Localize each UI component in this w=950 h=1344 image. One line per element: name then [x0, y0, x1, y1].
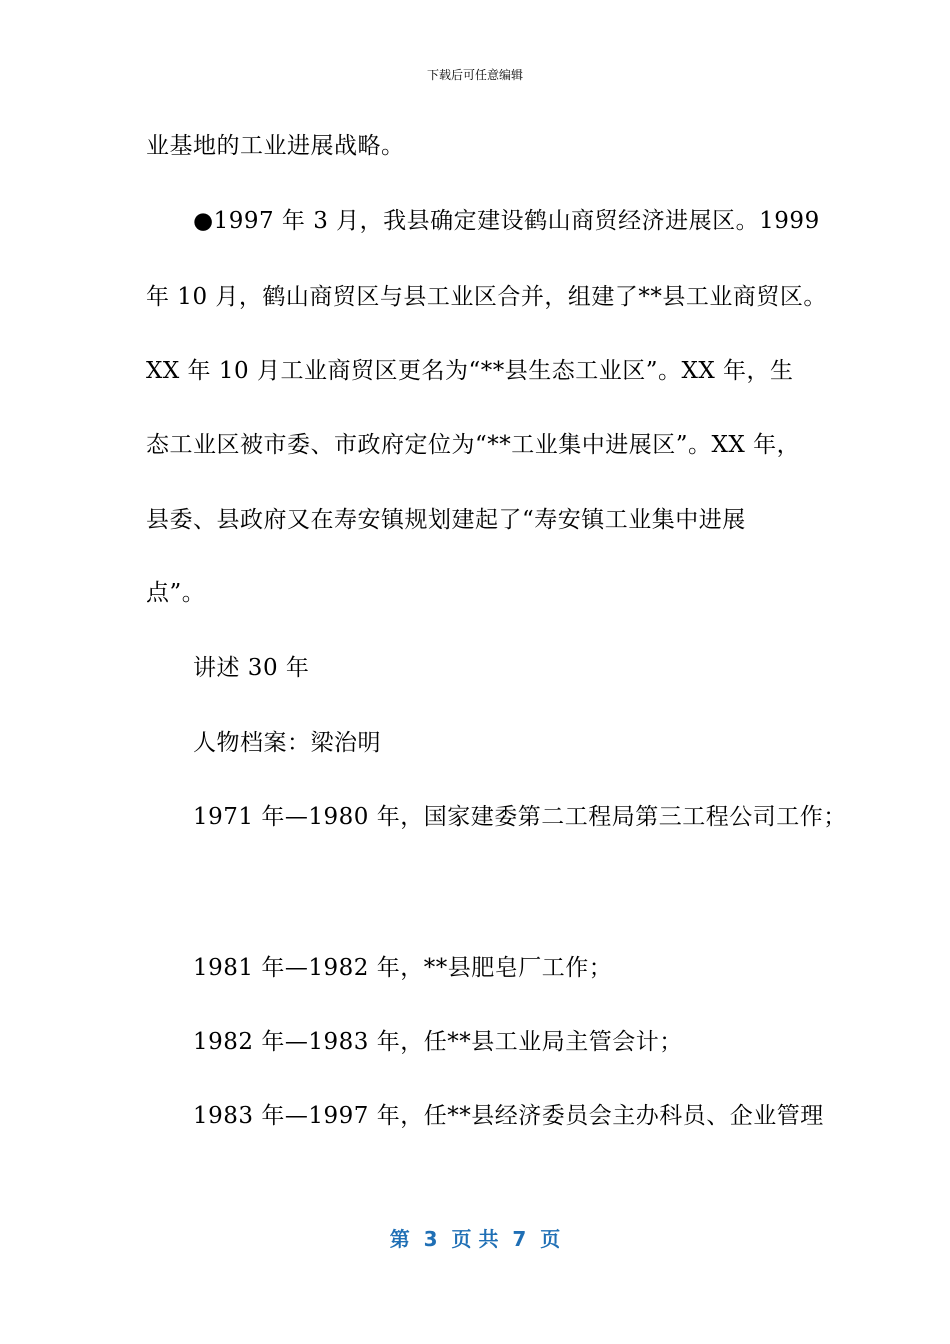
- body-line-6: 县委、县政府又在寿安镇规划建起了“寿安镇工业集中进展: [146, 507, 746, 533]
- page-header: 下载后可任意编辑: [426, 68, 523, 82]
- profile-title: 人物档案：梁治明: [193, 730, 381, 756]
- career-entry-4: 1983 年—1997 年，任**县经济委员会主办科员、企业管理: [193, 1103, 824, 1129]
- body-line-3: 年 10 月，鹤山商贸区与县工业区合并，组建了**县工业商贸区。: [146, 284, 827, 310]
- body-line-5: 态工业区被市委、市政府定位为“**工业集中进展区”。XX 年，: [146, 432, 801, 458]
- body-line-4: XX 年 10 月工业商贸区更名为“**县生态工业区”。XX 年，生: [146, 358, 794, 384]
- career-entry-2: 1981 年—1982 年，**县肥皂厂工作；: [193, 955, 613, 981]
- career-entry-1: 1971 年—1980 年，国家建委第二工程局第三工程公司工作；: [193, 804, 847, 830]
- page-number-footer: 第 3 页 共 7 页: [389, 1227, 561, 1251]
- career-entry-3: 1982 年—1983 年，任**县工业局主管会计；: [193, 1029, 683, 1055]
- body-line-2: ●1997 年 3 月，我县确定建设鹤山商贸经济进展区。1999: [193, 208, 820, 234]
- body-line-1: 业基地的工业进展战略。: [146, 133, 405, 159]
- body-line-7: 点”。: [146, 580, 206, 606]
- section-heading: 讲述 30 年: [193, 655, 310, 681]
